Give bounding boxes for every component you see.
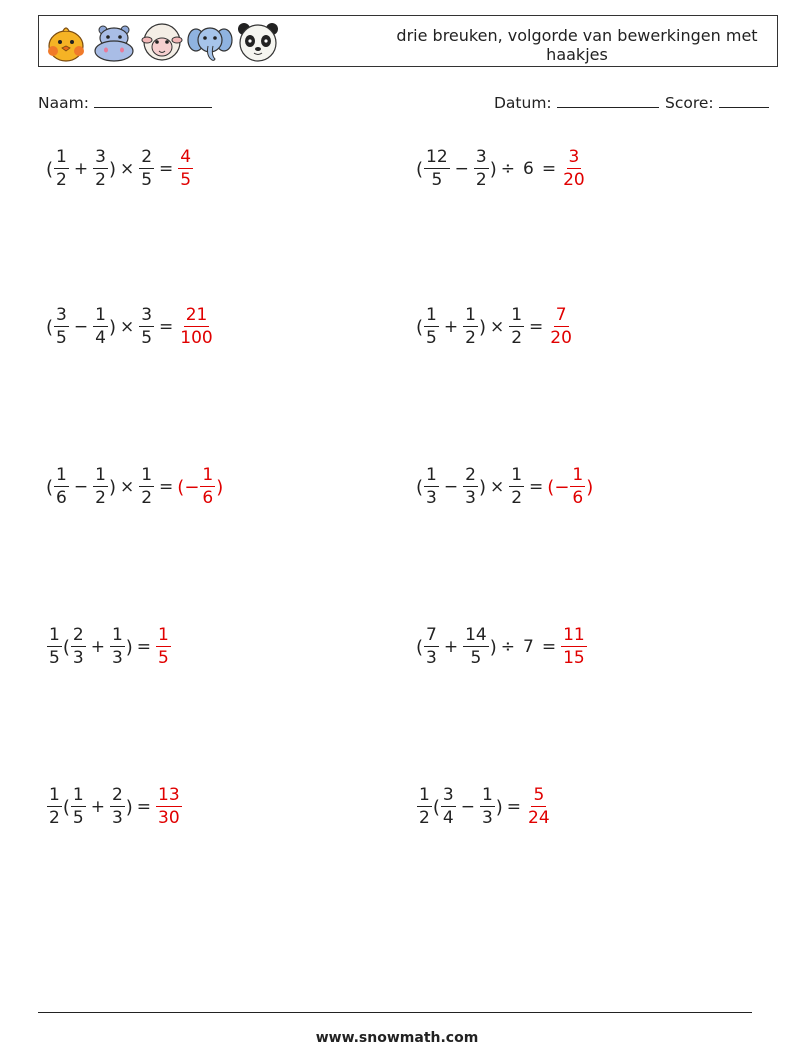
elephant-icon xyxy=(187,20,233,64)
problem-9 xyxy=(46,787,183,827)
denominator: 3 xyxy=(72,648,84,668)
fraction xyxy=(139,149,154,189)
operator: = xyxy=(159,159,174,179)
numerator: 2 xyxy=(72,625,84,645)
fraction xyxy=(93,307,108,347)
worksheet-title: drie breuken, volgorde van bewerkingen met haakjes xyxy=(396,26,758,64)
operator: × xyxy=(119,317,135,337)
fraction xyxy=(463,467,478,507)
numerator: 1 xyxy=(481,785,493,805)
parenthesis: ( xyxy=(416,316,424,338)
fraction xyxy=(463,627,489,667)
problem-7 xyxy=(46,627,172,667)
denominator: 2 xyxy=(419,808,430,828)
parenthesis: ) xyxy=(586,476,594,498)
operator: ÷ xyxy=(500,159,516,179)
operator: = xyxy=(529,317,544,337)
parenthesis: ( xyxy=(46,316,54,338)
numerator: 7 xyxy=(555,305,567,325)
date-line[interactable] xyxy=(557,93,659,108)
answer xyxy=(560,627,588,667)
fraction xyxy=(54,467,69,507)
parenthesis: ( xyxy=(62,796,70,818)
numerator: 1 xyxy=(426,465,437,485)
numerator: 1 xyxy=(465,305,476,325)
denominator: 100 xyxy=(180,328,213,348)
parenthesis: ) xyxy=(125,636,133,658)
denominator: 3 xyxy=(465,488,476,508)
animal-icons xyxy=(43,20,281,64)
parenthesis: ) xyxy=(108,158,116,180)
fraction xyxy=(561,149,587,189)
denominator: 5 xyxy=(470,648,482,668)
fraction xyxy=(417,787,432,827)
denominator: 3 xyxy=(481,808,493,828)
fraction xyxy=(139,307,154,347)
answer xyxy=(560,149,588,189)
panda-icon xyxy=(235,20,281,64)
fraction xyxy=(526,787,552,827)
denominator: 2 xyxy=(49,808,60,828)
denominator: 24 xyxy=(528,808,550,828)
numerator: 1 xyxy=(511,465,523,485)
denominator: 5 xyxy=(180,170,192,190)
parenthesis: ) xyxy=(478,316,486,338)
problem-4 xyxy=(416,307,575,347)
denominator: 5 xyxy=(56,328,67,348)
numerator: 1 xyxy=(572,465,584,485)
parenthesis: ) xyxy=(478,476,486,498)
fraction xyxy=(424,149,450,189)
operator: × xyxy=(489,477,505,497)
denominator: 2 xyxy=(475,170,487,190)
parenthesis: ) xyxy=(216,476,224,498)
numerator: 1 xyxy=(426,305,437,325)
parenthesis: ( xyxy=(416,636,424,658)
numerator: 12 xyxy=(426,147,448,167)
answer xyxy=(155,787,183,827)
denominator: 5 xyxy=(72,808,84,828)
fraction xyxy=(463,307,478,347)
parenthesis: ( xyxy=(432,796,440,818)
operator: + xyxy=(90,797,105,817)
numerator: 14 xyxy=(465,625,487,645)
problem-2 xyxy=(416,149,588,189)
date-label: Datum: xyxy=(494,94,552,112)
chick-icon xyxy=(43,20,89,64)
denominator: 4 xyxy=(442,808,454,828)
fraction xyxy=(156,627,171,667)
answer xyxy=(547,307,575,347)
answer xyxy=(177,467,223,507)
fraction xyxy=(474,149,489,189)
name-label: Naam: xyxy=(38,94,89,112)
denominator: 2 xyxy=(56,170,67,190)
problem-6 xyxy=(416,467,593,507)
denominator: 6 xyxy=(56,488,67,508)
numerator: 1 xyxy=(202,465,214,485)
denominator: 30 xyxy=(158,808,180,828)
fraction xyxy=(110,627,125,667)
operator: − xyxy=(460,797,475,817)
denominator: 6 xyxy=(202,488,214,508)
operator: = xyxy=(136,797,152,817)
denominator: 3 xyxy=(111,648,123,668)
fraction xyxy=(178,307,214,347)
number: 6 xyxy=(523,159,534,179)
fraction xyxy=(156,787,182,827)
operator: = xyxy=(541,159,557,179)
fraction xyxy=(424,467,439,507)
fraction xyxy=(424,627,439,667)
answer xyxy=(525,787,553,827)
numerator: 11 xyxy=(563,625,585,645)
fraction xyxy=(509,307,524,347)
footer-divider xyxy=(38,1012,752,1013)
fraction xyxy=(441,787,456,827)
answer xyxy=(177,307,215,347)
denominator: 20 xyxy=(550,328,572,348)
problem-5 xyxy=(46,467,223,507)
denominator: 20 xyxy=(563,170,585,190)
worksheet-header xyxy=(38,15,778,67)
parenthesis: ) xyxy=(489,158,497,180)
operator: = xyxy=(541,637,557,657)
answer xyxy=(177,149,194,189)
fraction xyxy=(47,787,62,827)
answer xyxy=(547,467,593,507)
operator: = xyxy=(159,317,174,337)
fraction xyxy=(93,149,108,189)
denominator: 5 xyxy=(426,328,437,348)
problem-8 xyxy=(416,627,588,667)
operator: = xyxy=(136,637,152,657)
numerator: 5 xyxy=(533,785,545,805)
number: 7 xyxy=(523,637,534,657)
denominator: 2 xyxy=(511,488,523,508)
parenthesis: ) xyxy=(108,316,116,338)
denominator: 3 xyxy=(426,488,437,508)
score-line[interactable] xyxy=(719,93,769,108)
numerator: 3 xyxy=(442,785,454,805)
parenthesis: ) xyxy=(495,796,503,818)
parenthesis: ) xyxy=(125,796,133,818)
denominator: 6 xyxy=(572,488,584,508)
numerator: 2 xyxy=(141,147,153,167)
numerator: 21 xyxy=(185,305,208,325)
problem-3 xyxy=(46,307,216,347)
footer-site[interactable]: www.snowmath.com xyxy=(315,1030,479,1046)
denominator: 5 xyxy=(431,170,443,190)
name-line[interactable] xyxy=(94,93,212,108)
numerator: 13 xyxy=(158,785,180,805)
numerator: 3 xyxy=(141,305,153,325)
numerator: 1 xyxy=(95,305,106,325)
denominator: 2 xyxy=(511,328,523,348)
denominator: 3 xyxy=(426,648,437,668)
denominator: 3 xyxy=(111,808,123,828)
operator: + xyxy=(443,317,459,337)
numerator: 3 xyxy=(568,147,580,167)
denominator: 2 xyxy=(141,488,153,508)
numerator: 4 xyxy=(180,147,192,167)
denominator: 2 xyxy=(95,488,106,508)
name-field xyxy=(38,93,212,112)
fraction xyxy=(561,627,587,667)
numerator: 1 xyxy=(158,625,169,645)
operator: − xyxy=(73,477,89,497)
numerator: 1 xyxy=(56,465,67,485)
operator: ÷ xyxy=(500,637,516,657)
operator: × xyxy=(119,159,135,179)
operator: − xyxy=(443,477,459,497)
numerator: 1 xyxy=(72,785,84,805)
denominator: 15 xyxy=(563,648,585,668)
score-field xyxy=(665,93,769,112)
denominator: 5 xyxy=(141,170,153,190)
operator: − xyxy=(454,159,469,179)
fraction xyxy=(71,627,86,667)
fraction xyxy=(548,307,574,347)
sheep-icon xyxy=(139,20,185,64)
denominator: 5 xyxy=(158,648,169,668)
denominator: 4 xyxy=(95,328,106,348)
fraction xyxy=(71,787,86,827)
fraction xyxy=(424,307,439,347)
problem-1 xyxy=(46,149,194,189)
numerator: 3 xyxy=(475,147,487,167)
parenthesis: ( xyxy=(46,158,54,180)
fraction xyxy=(570,467,585,507)
fraction xyxy=(480,787,495,827)
numerator: 1 xyxy=(111,625,123,645)
fraction xyxy=(509,467,524,507)
parenthesis: ( xyxy=(416,476,424,498)
fraction xyxy=(54,307,69,347)
denominator: 5 xyxy=(49,648,60,668)
parenthesis: ( xyxy=(416,158,424,180)
numerator: 2 xyxy=(465,465,476,485)
numerator: 7 xyxy=(426,625,437,645)
operator: = xyxy=(506,797,522,817)
numerator: 1 xyxy=(141,465,153,485)
date-field xyxy=(494,93,659,112)
numerator: 1 xyxy=(49,785,60,805)
problem-10 xyxy=(416,787,553,827)
fraction xyxy=(54,149,69,189)
operator: + xyxy=(90,637,105,657)
operator: × xyxy=(119,477,135,497)
numerator: 3 xyxy=(95,147,106,167)
denominator: 5 xyxy=(141,328,153,348)
numerator: 1 xyxy=(95,465,106,485)
operator: × xyxy=(489,317,505,337)
numerator: 1 xyxy=(56,147,67,167)
operator: + xyxy=(443,637,459,657)
numerator: 2 xyxy=(111,785,123,805)
parenthesis: ) xyxy=(108,476,116,498)
parenthesis: (− xyxy=(547,476,570,498)
hippo-icon xyxy=(91,20,137,64)
fraction xyxy=(178,149,193,189)
parenthesis: ) xyxy=(489,636,497,658)
operator: = xyxy=(529,477,544,497)
operator: + xyxy=(73,159,89,179)
fraction xyxy=(47,627,62,667)
fraction xyxy=(139,467,154,507)
fraction xyxy=(110,787,125,827)
parenthesis: ( xyxy=(62,636,70,658)
parenthesis: ( xyxy=(46,476,54,498)
fraction xyxy=(200,467,215,507)
denominator: 2 xyxy=(465,328,476,348)
numerator: 3 xyxy=(56,305,67,325)
denominator: 2 xyxy=(95,170,106,190)
numerator: 1 xyxy=(511,305,523,325)
parenthesis: (− xyxy=(177,476,200,498)
score-label: Score: xyxy=(665,94,714,112)
answer xyxy=(155,627,172,667)
fraction xyxy=(93,467,108,507)
numerator: 1 xyxy=(419,785,430,805)
numerator: 1 xyxy=(49,625,60,645)
operator: − xyxy=(73,317,89,337)
operator: = xyxy=(159,477,174,497)
